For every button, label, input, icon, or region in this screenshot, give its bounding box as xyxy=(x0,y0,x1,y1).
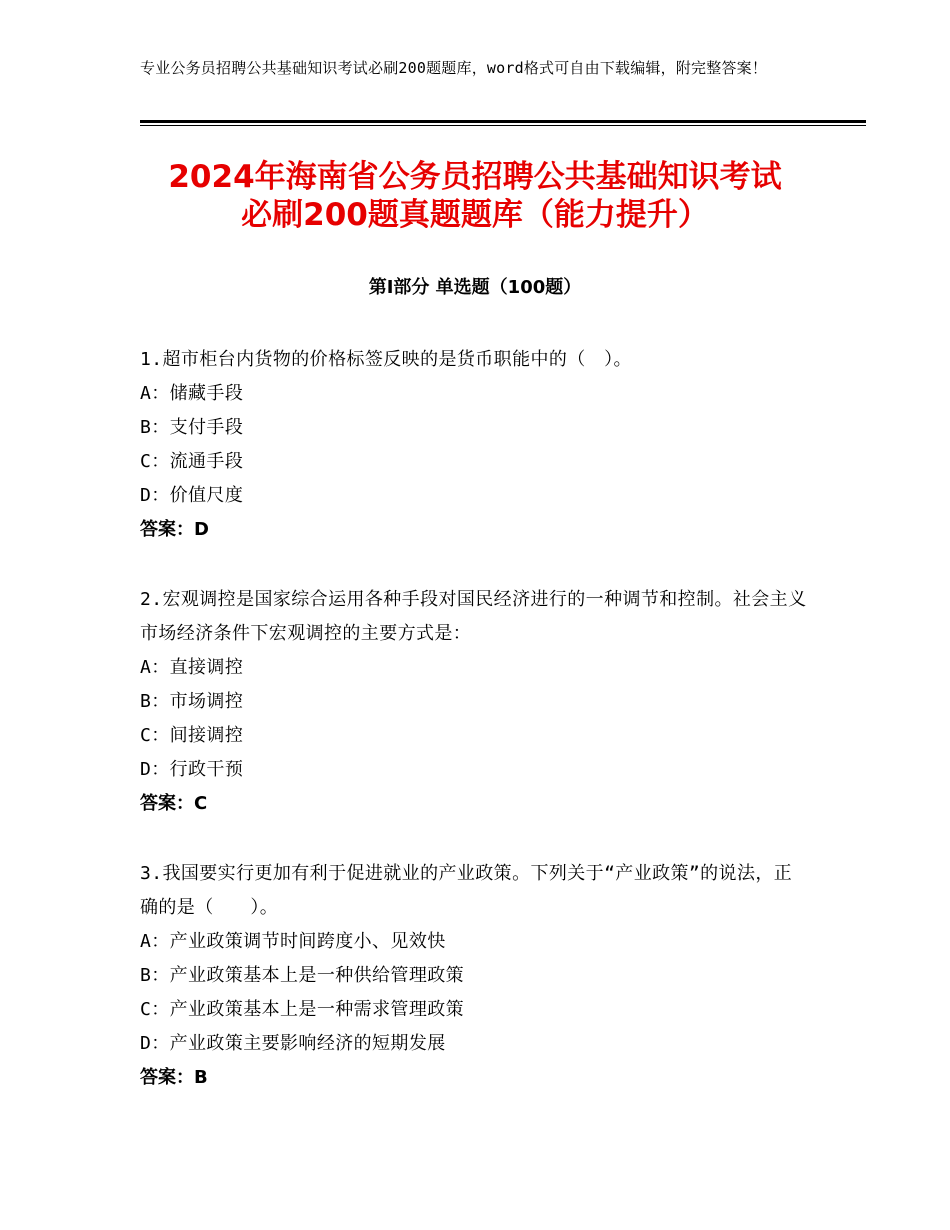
question-stem: 2.宏观调控是国家综合运用各种手段对国民经济进行的一种调节和控制。社会主义市场经济条件下宏观调控的主要方式是： xyxy=(140,589,807,644)
option-a: A：产业政策调节时间跨度小、见效快 xyxy=(140,931,446,952)
option-d: D：价值尺度 xyxy=(140,485,244,506)
title-line-1: 2024年海南省公务员招聘公共基础知识考试 xyxy=(168,159,782,195)
document-title xyxy=(100,158,850,234)
divider-thin-line xyxy=(140,125,866,126)
header-divider xyxy=(140,120,866,126)
option-d: D：产业政策主要影响经济的短期发展 xyxy=(140,1033,446,1054)
answer: 答案：D xyxy=(140,519,209,540)
option-c: C：产业政策基本上是一种需求管理政策 xyxy=(140,999,465,1020)
question-stem: 3.我国要实行更加有利于促进就业的产业政策。下列关于“产业政策”的说法，正确的是（ ）。 xyxy=(140,863,793,918)
title-line-2: 必刷200题真题题库（能力提升） xyxy=(241,197,709,233)
option-b: B：市场调控 xyxy=(140,691,244,712)
option-d: D：行政干预 xyxy=(140,759,244,780)
option-c: C：间接调控 xyxy=(140,725,244,746)
option-b: B：支付手段 xyxy=(140,417,244,438)
question-stem: 1.超市柜台内货物的价格标签反映的是货币职能中的（ ）。 xyxy=(140,349,632,370)
question-2 xyxy=(140,583,808,821)
answer: 答案：B xyxy=(140,1067,208,1088)
option-c: C：流通手段 xyxy=(140,451,244,472)
option-a: A：储藏手段 xyxy=(140,383,244,404)
question-1 xyxy=(140,343,808,547)
option-b: B：产业政策基本上是一种供给管理政策 xyxy=(140,965,465,986)
header-note: 专业公务员招聘公共基础知识考试必刷200题题库，word格式可自由下载编辑，附完整答案！ xyxy=(140,59,768,77)
section-title: 第Ⅰ部分 单选题（100题） xyxy=(368,277,582,298)
option-a: A：直接调控 xyxy=(140,657,244,678)
answer: 答案：C xyxy=(140,793,208,814)
question-list xyxy=(140,343,808,1095)
question-3 xyxy=(140,857,808,1095)
